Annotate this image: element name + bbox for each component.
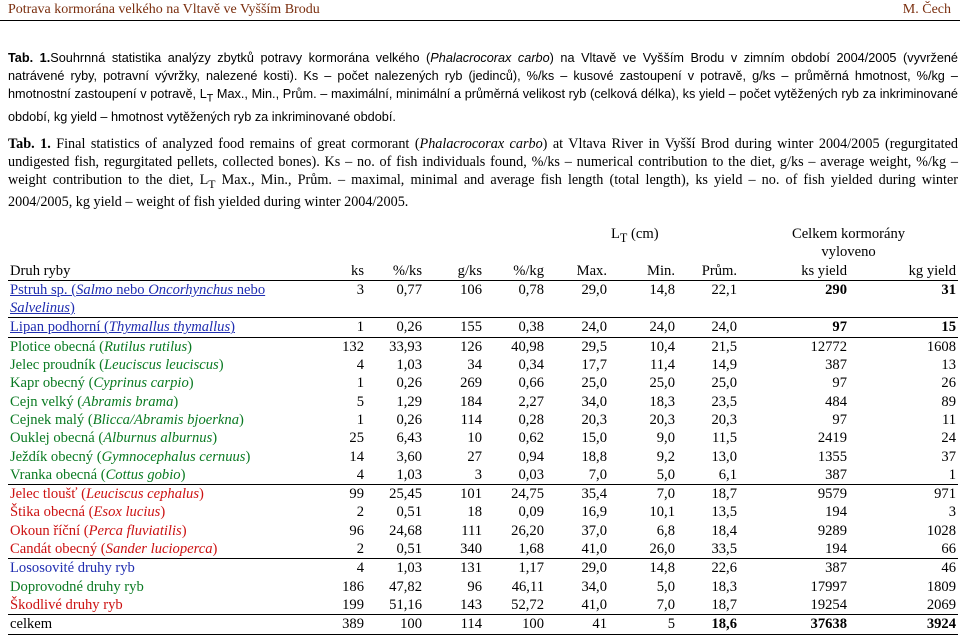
cell-ks: 4 — [356, 466, 364, 483]
cell-ks-yield: 19254 — [810, 596, 847, 613]
cell-pct-ks: 6,43 — [396, 430, 422, 447]
species-name: Plotice obecná (Rutilus rutilus) — [8, 337, 320, 356]
cell-min: 10,4 — [609, 337, 677, 356]
cell-min: 6,8 — [656, 522, 675, 539]
cell-kg-yield: 66 — [941, 541, 957, 558]
cell-max: 16,9 — [581, 504, 607, 521]
cell-pct-ks: 1,03 — [396, 357, 422, 374]
cell-kg-yield: 2069 — [926, 596, 957, 613]
cell-pct-kg: 24,75 — [484, 485, 546, 504]
caption-czech — [8, 49, 958, 126]
header-title: Potrava kormorána velkého na Vltavě ve Vyšším Brodu — [8, 2, 320, 17]
total-row — [8, 615, 958, 634]
cell-pct-ks: 100 — [366, 615, 424, 634]
cell-kg-yield: 31 — [849, 280, 958, 318]
table-row — [8, 522, 958, 540]
cell-min: 14,8 — [609, 280, 677, 318]
cell-kg-yield: 46 — [849, 559, 958, 578]
group-name: Doprovodné druhy ryb — [10, 578, 144, 595]
cell-ks: 2 — [356, 541, 364, 558]
cell-pct-kg: 1,17 — [484, 559, 546, 578]
cell-ks: 2 — [356, 504, 364, 521]
cell-prum: 21,5 — [677, 337, 739, 356]
cell-pct-ks: 0,26 — [396, 411, 422, 428]
cell-kg-yield: 971 — [849, 485, 958, 504]
group-name: Škodlivé druhy ryb — [10, 596, 123, 613]
cell-ks: 5 — [356, 393, 364, 410]
cell-kg-yield: 13 — [941, 357, 957, 374]
col-g-ks: g/ks — [424, 262, 484, 281]
cell-kg-yield: 37 — [941, 448, 957, 465]
cell-ks-yield: 194 — [825, 541, 847, 558]
cell-g-ks: 143 — [460, 596, 482, 613]
cell-max: 41,0 — [581, 541, 607, 558]
cell-max: 17,7 — [581, 357, 607, 374]
cell-pct-ks: 1,29 — [396, 393, 422, 410]
caption-english-text-3: Max., Min., Prům. – maximal, minimal and average fish length (total length), ks yield – no. of fish yielded during winter 2004/2005, kg yield – weight of fish yielded during winter 2004/2005. — [8, 172, 958, 211]
cell-ks: 132 — [320, 337, 366, 356]
cell-max: 29,0 — [546, 559, 609, 578]
diet-table — [8, 225, 958, 635]
caption-czech-text-1: Souhrnná statistika analýzy zbytků potravy kormorána velkého ( — [50, 51, 431, 65]
cell-min: 14,8 — [609, 559, 677, 578]
cell-pct-ks: 25,45 — [366, 485, 424, 504]
caption-english-subscript: T — [208, 177, 216, 192]
cell-prum: 13,0 — [711, 448, 737, 465]
cell-prum: 33,5 — [711, 541, 737, 558]
cell-prum: 18,3 — [711, 578, 737, 595]
cell-g-ks: 155 — [424, 318, 484, 337]
cell-prum: 18,7 — [711, 596, 737, 613]
cell-g-ks: 18 — [467, 504, 482, 521]
cell-ks-yield: 37638 — [739, 615, 849, 634]
cell-pct-kg: 0,66 — [518, 375, 544, 392]
table-row — [8, 466, 958, 485]
cell-g-ks: 269 — [460, 375, 482, 392]
col-prum: Prům. — [677, 262, 739, 281]
table-row — [8, 318, 958, 337]
cell-ks: 1 — [356, 411, 364, 428]
cell-ks-yield: 97 — [832, 375, 847, 392]
cell-ks-yield: 17997 — [810, 578, 847, 595]
col-max: Max. — [546, 262, 609, 281]
cell-ks: 99 — [320, 485, 366, 504]
cell-pct-kg: 0,28 — [518, 411, 544, 428]
cell-prum: 14,9 — [711, 357, 737, 374]
cell-ks: 1 — [320, 318, 366, 337]
cell-g-ks: 96 — [467, 578, 482, 595]
table-row — [8, 280, 958, 318]
cell-g-ks: 114 — [424, 615, 484, 634]
cell-pct-kg: 26,20 — [511, 522, 544, 539]
caption-english-species: Phalacrocorax carbo — [419, 136, 543, 152]
cell-pct-ks: 0,26 — [366, 318, 424, 337]
table-row — [8, 540, 958, 559]
cell-min: 18,3 — [649, 393, 675, 410]
cell-prum: 22,6 — [677, 559, 739, 578]
cell-pct-kg: 100 — [484, 615, 546, 634]
cell-g-ks: 34 — [467, 357, 482, 374]
cell-kg-yield: 1809 — [926, 578, 957, 595]
cell-kg-yield: 1608 — [849, 337, 958, 356]
cell-ks-yield: 97 — [832, 411, 847, 428]
cell-ks: 4 — [356, 357, 364, 374]
caption-czech-species: Phalacrocorax carbo — [430, 51, 550, 65]
table-row — [8, 503, 958, 521]
cell-pct-ks: 0,51 — [396, 541, 422, 558]
species-name: Ježdík obecný (Gymnocephalus cernuus) — [10, 448, 251, 465]
diet-table-body — [8, 225, 958, 634]
caption-english-text-2: ) at Vltava River in Vyšší Brod during winter 2004/2005 (regurgitated undigested fish, regurgitated pellets, collected bones). Ks – no. of fish individuals found, %/ks – numerical contribution to the diet, g/ks – average weight, %/kg – weight contribution to the diet, L — [8, 136, 958, 189]
col-kg-yield: kg yield — [849, 262, 958, 281]
cell-ks-yield: 387 — [825, 357, 847, 374]
caption-czech-subscript: T — [206, 92, 214, 105]
cell-min: 9,2 — [656, 448, 675, 465]
caption-english-text-1: Final statistics of analyzed food remains of great cormorant ( — [50, 136, 420, 152]
total-label: celkem — [8, 615, 320, 634]
cell-ks-yield: 1355 — [817, 448, 847, 465]
cell-kg-yield: 1 — [948, 466, 957, 483]
cell-ks: 25 — [349, 430, 364, 447]
species-name: Cejnek malý (Blicca/Abramis bjoerkna) — [10, 411, 244, 428]
cell-g-ks: 10 — [467, 430, 482, 447]
species-name: Ouklej obecná (Alburnus alburnus) — [10, 430, 218, 447]
cell-pct-kg: 0,62 — [518, 430, 544, 447]
cell-prum: 11,5 — [712, 430, 737, 447]
cell-pct-kg: 40,98 — [484, 337, 546, 356]
cell-pct-ks: 33,93 — [366, 337, 424, 356]
cell-kg-yield: 3 — [948, 504, 957, 521]
cell-g-ks: 126 — [424, 337, 484, 356]
cell-kg-yield: 24 — [941, 430, 957, 447]
col-pct-kg: %/kg — [484, 262, 546, 281]
species-name: Vranka obecná (Cottus gobio) — [10, 466, 186, 483]
summary-row-salmonid — [8, 559, 958, 578]
cell-max: 15,0 — [581, 430, 607, 447]
species-name: Cejn velký (Abramis brama) — [10, 393, 179, 410]
cell-pct-kg: 46,11 — [511, 578, 544, 595]
cell-ks-yield: 9289 — [817, 522, 847, 539]
cell-pct-kg: 0,94 — [518, 448, 544, 465]
cell-pct-kg: 2,27 — [518, 393, 544, 410]
cell-ks-yield: 2419 — [817, 430, 847, 447]
cell-pct-kg: 0,38 — [484, 318, 546, 337]
col-ks-yield: ks yield — [739, 262, 849, 281]
cell-pct-ks: 3,60 — [396, 448, 422, 465]
species-name: Jelec proudník (Leuciscus leuciscus) — [10, 357, 224, 374]
col-min: Min. — [609, 262, 677, 281]
cell-ks-yield: 9579 — [739, 485, 849, 504]
cell-pct-ks: 0,51 — [396, 504, 422, 521]
cell-min: 10,1 — [649, 504, 675, 521]
cell-min: 7,0 — [656, 596, 675, 613]
cell-ks-yield: 387 — [739, 559, 849, 578]
cell-min: 26,0 — [649, 541, 675, 558]
species-name: Lipan podhorní (Thymallus thymallus) — [8, 318, 320, 337]
cell-ks: 3 — [320, 280, 366, 318]
group-name: Lososovité druhy ryb — [8, 559, 320, 578]
species-name: Kapr obecný (Cyprinus carpio) — [10, 375, 194, 392]
species-name: Jelec tloušť (Leuciscus cephalus) — [8, 485, 320, 504]
cell-prum: 18,7 — [677, 485, 739, 504]
cell-kg-yield: 11 — [941, 411, 957, 428]
cell-kg-yield: 89 — [941, 393, 957, 410]
species-name: Okoun říční (Perca fluviatilis) — [10, 522, 187, 539]
cell-prum: 24,0 — [677, 318, 739, 337]
cell-pct-kg: 1,68 — [518, 541, 544, 558]
group-header-row — [8, 225, 958, 262]
cell-pct-ks: 1,03 — [396, 466, 422, 483]
yield-group-header: Celkem kormorány vyloveno — [791, 226, 906, 261]
summary-row-harmful — [8, 596, 958, 615]
caption-english-label: Tab. 1. — [8, 136, 51, 152]
cell-pct-ks: 47,82 — [389, 578, 422, 595]
cell-pct-ks: 24,68 — [389, 522, 422, 539]
cell-pct-ks: 0,26 — [396, 375, 422, 392]
table-row — [8, 485, 958, 504]
cell-pct-kg: 0,34 — [518, 357, 544, 374]
cell-min: 7,0 — [609, 485, 677, 504]
cell-kg-yield: 3924 — [849, 615, 958, 634]
cell-kg-yield: 1028 — [926, 522, 957, 539]
table-row — [8, 429, 958, 447]
table-row — [8, 393, 958, 411]
cell-ks-yield: 194 — [825, 504, 847, 521]
cell-prum: 20,3 — [711, 411, 737, 428]
species-name: Pstruh sp. (Salmo nebo Oncorhynchus nebo Salvelinus) — [8, 280, 320, 318]
cell-ks: 96 — [349, 522, 364, 539]
cell-min: 5,0 — [656, 578, 675, 595]
cell-min: 11,4 — [650, 357, 675, 374]
cell-prum: 6,1 — [718, 466, 737, 483]
cell-max: 18,8 — [581, 448, 607, 465]
cell-g-ks: 111 — [461, 522, 482, 539]
cell-prum: 25,0 — [711, 375, 737, 392]
species-name: Candát obecný (Sander lucioperca) — [10, 541, 218, 558]
cell-max: 20,3 — [581, 411, 607, 428]
cell-g-ks: 184 — [460, 393, 482, 410]
cell-pct-ks: 1,03 — [366, 559, 424, 578]
cell-g-ks: 3 — [474, 466, 482, 483]
cell-prum: 23,5 — [711, 393, 737, 410]
cell-max: 24,0 — [546, 318, 609, 337]
cell-max: 35,4 — [546, 485, 609, 504]
table-row — [8, 374, 958, 392]
column-header-row — [8, 262, 958, 281]
cell-ks: 4 — [320, 559, 366, 578]
caption-english — [8, 135, 958, 212]
cell-pct-kg: 52,72 — [511, 596, 544, 613]
caption-czech-text-2: ) na Vltavě ve Vyšším Brodu v zimním období 2004/2005 (vyvržené natrávené ryby, potravní vývržky, nalezené kosti). Ks – počet nalezených ryb (jedinců), %/ks – kusové zastoupení v potravě, g/ks – průměrná hmotnost, %/kg – hmotnostní zastoupení v potravě, L — [8, 51, 958, 102]
cell-min: 5 — [609, 615, 677, 634]
cell-min: 20,3 — [649, 411, 675, 428]
table-row — [8, 411, 958, 429]
cell-g-ks: 27 — [467, 448, 482, 465]
table-row — [8, 337, 958, 356]
cell-prum: 22,1 — [677, 280, 739, 318]
cell-max: 29,5 — [546, 337, 609, 356]
cell-prum: 18,4 — [711, 522, 737, 539]
summary-row-companion — [8, 578, 958, 596]
cell-g-ks: 131 — [424, 559, 484, 578]
cell-max: 41,0 — [581, 596, 607, 613]
cell-ks: 199 — [342, 596, 364, 613]
cell-min: 24,0 — [609, 318, 677, 337]
cell-g-ks: 106 — [424, 280, 484, 318]
length-group-header: $L_T$ (cm) — [611, 226, 659, 245]
cell-min: 5,0 — [656, 466, 675, 483]
cell-prum: 18,6 — [677, 615, 739, 634]
cell-ks-yield: 290 — [739, 280, 849, 318]
cell-ks: 14 — [349, 448, 364, 465]
cell-ks: 186 — [342, 578, 364, 595]
cell-pct-kg: 0,03 — [518, 466, 544, 483]
cell-max: 37,0 — [581, 522, 607, 539]
caption-czech-text-3: Max., Min., Prům. – maximální, minimální a průměrná velikost ryb (celková délka), ks yield – počet vytěžených ryb za inkriminované období, kg yield – hmotnost vytěžených ryb za inkriminované období. — [8, 87, 958, 125]
col-pct-ks: %/ks — [366, 262, 424, 281]
cell-ks-yield: 387 — [825, 466, 847, 483]
table-row — [8, 448, 958, 466]
cell-min: 25,0 — [649, 375, 675, 392]
cell-g-ks: 340 — [460, 541, 482, 558]
cell-pct-ks: 51,16 — [389, 596, 422, 613]
cell-max: 41 — [546, 615, 609, 634]
cell-pct-kg: 0,78 — [484, 280, 546, 318]
cell-max: 25,0 — [581, 375, 607, 392]
species-name: Štika obecná (Esox lucius) — [10, 504, 166, 521]
cell-kg-yield: 26 — [941, 375, 957, 392]
cell-ks: 389 — [320, 615, 366, 634]
cell-prum: 13,5 — [711, 504, 737, 521]
cell-kg-yield: 15 — [849, 318, 958, 337]
cell-max: 34,0 — [581, 578, 607, 595]
cell-min: 9,0 — [656, 430, 675, 447]
col-ks: ks — [320, 262, 366, 281]
cell-max: 7,0 — [588, 466, 607, 483]
cell-ks: 1 — [356, 375, 364, 392]
header-author: M. Čech — [902, 2, 951, 17]
cell-max: 34,0 — [581, 393, 607, 410]
cell-ks-yield: 12772 — [739, 337, 849, 356]
cell-max: 29,0 — [546, 280, 609, 318]
caption-czech-label: Tab. 1. — [8, 51, 51, 65]
col-druh: Druh ryby — [8, 262, 320, 281]
page-header — [0, 0, 960, 21]
cell-ks-yield: 97 — [739, 318, 849, 337]
table-row — [8, 356, 958, 374]
cell-pct-kg: 0,09 — [518, 504, 544, 521]
cell-ks-yield: 484 — [825, 393, 847, 410]
cell-g-ks: 101 — [424, 485, 484, 504]
cell-pct-ks: 0,77 — [366, 280, 424, 318]
cell-g-ks: 114 — [460, 411, 482, 428]
